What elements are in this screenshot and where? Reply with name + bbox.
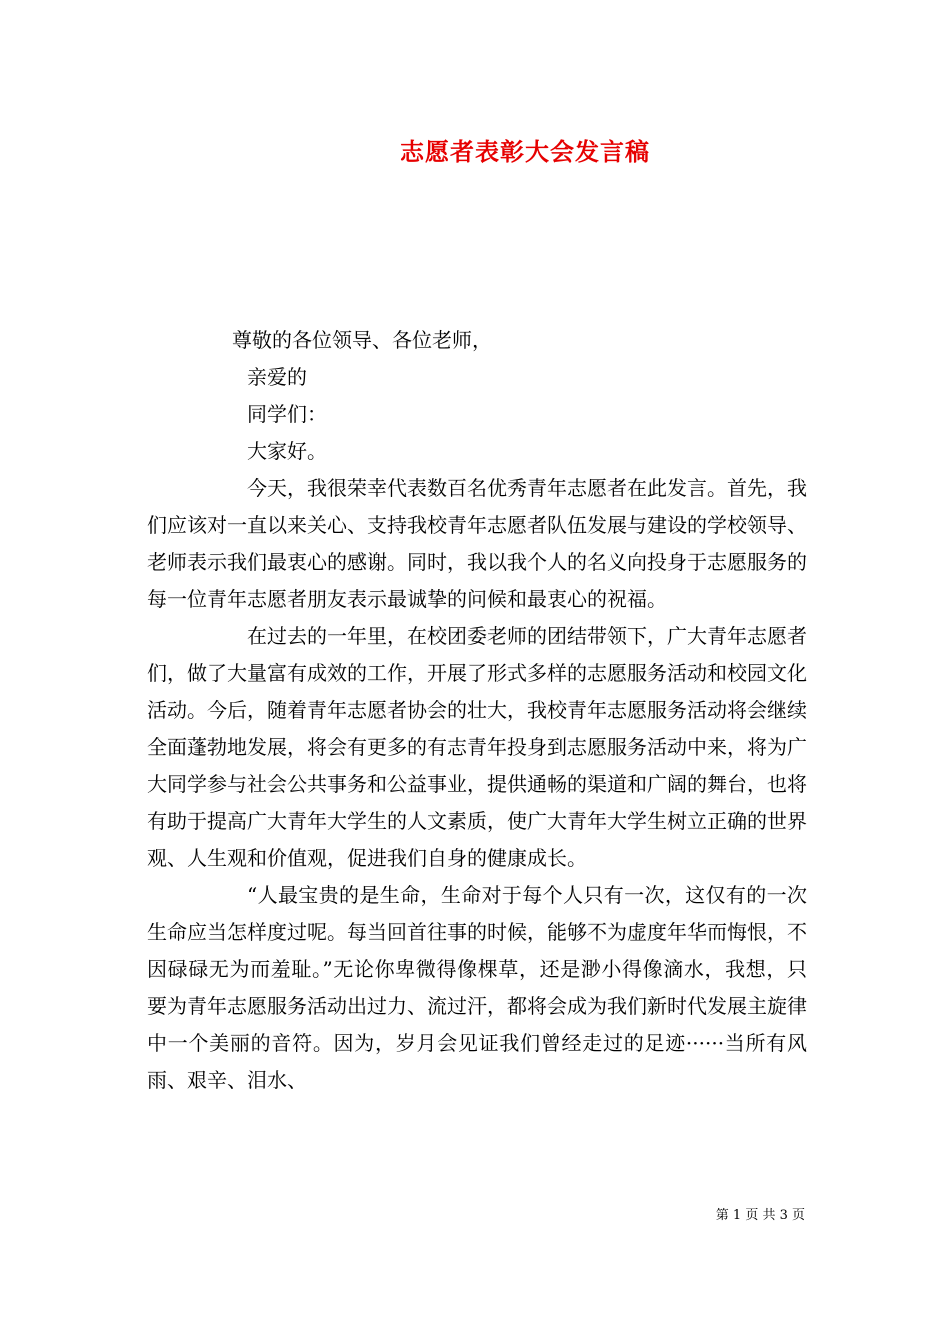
document-title: 志愿者表彰大会发言稿 (400, 137, 650, 166)
paragraph: “人最宝贵的是生命，生命对于每个人只有一次，这仅有的一次生命应当怎样度过呢。每当回首往事的时候，能够不为虚度年华而悔恨，不因碌碌无为而羞耻。”无论你卑微得像棵草，还是渺小得像滴水，我想，只要为青年志愿服务活动出过力、流过汗，都将会成为我们新时代发展主旋律中一个美丽的音符。因为，岁月会见证我们曾经走过的足迹······当所有风雨、艰辛、泪水、 (147, 883, 807, 1092)
paragraph: 今天，我很荣幸代表数百名优秀青年志愿者在此发言。首先，我们应该对一直以来关心、支持我校青年志愿者队伍发展与建设的学校领导、老师表示我们最衷心的感谢。同时，我以我个人的名义向投身于志愿服务的每一位青年志愿者朋友表示最诚挚的问候和最衷心的祝福。 (147, 476, 807, 611)
salutation-line: 同学们： (247, 402, 327, 426)
salutation-line: 尊敬的各位领导、各位老师， (232, 328, 492, 352)
page-number-footer: 第 1 页 共 3 页 (715, 1208, 805, 1223)
salutation-line: 亲爱的 (247, 365, 307, 389)
document-body (147, 322, 807, 1099)
greeting-line: 大家好。 (247, 439, 327, 463)
paragraph: 在过去的一年里，在校团委老师的团结带领下，广大青年志愿者们，做了大量富有成效的工作，开展了形式多样的志愿服务活动和校园文化活动。今后，随着青年志愿者协会的壮大，我校青年志愿服务活动将会继续全面蓬勃地发展，将会有更多的有志青年投身到志愿服务活动中来，将为广大同学参与社会公共事务和公益事业，提供通畅的渠道和广阔的舞台，也将有助于提高广大青年大学生的人文素质，使广大青年大学生树立正确的世界观、人生观和价值观，促进我们自身的健康成长。 (147, 624, 807, 870)
